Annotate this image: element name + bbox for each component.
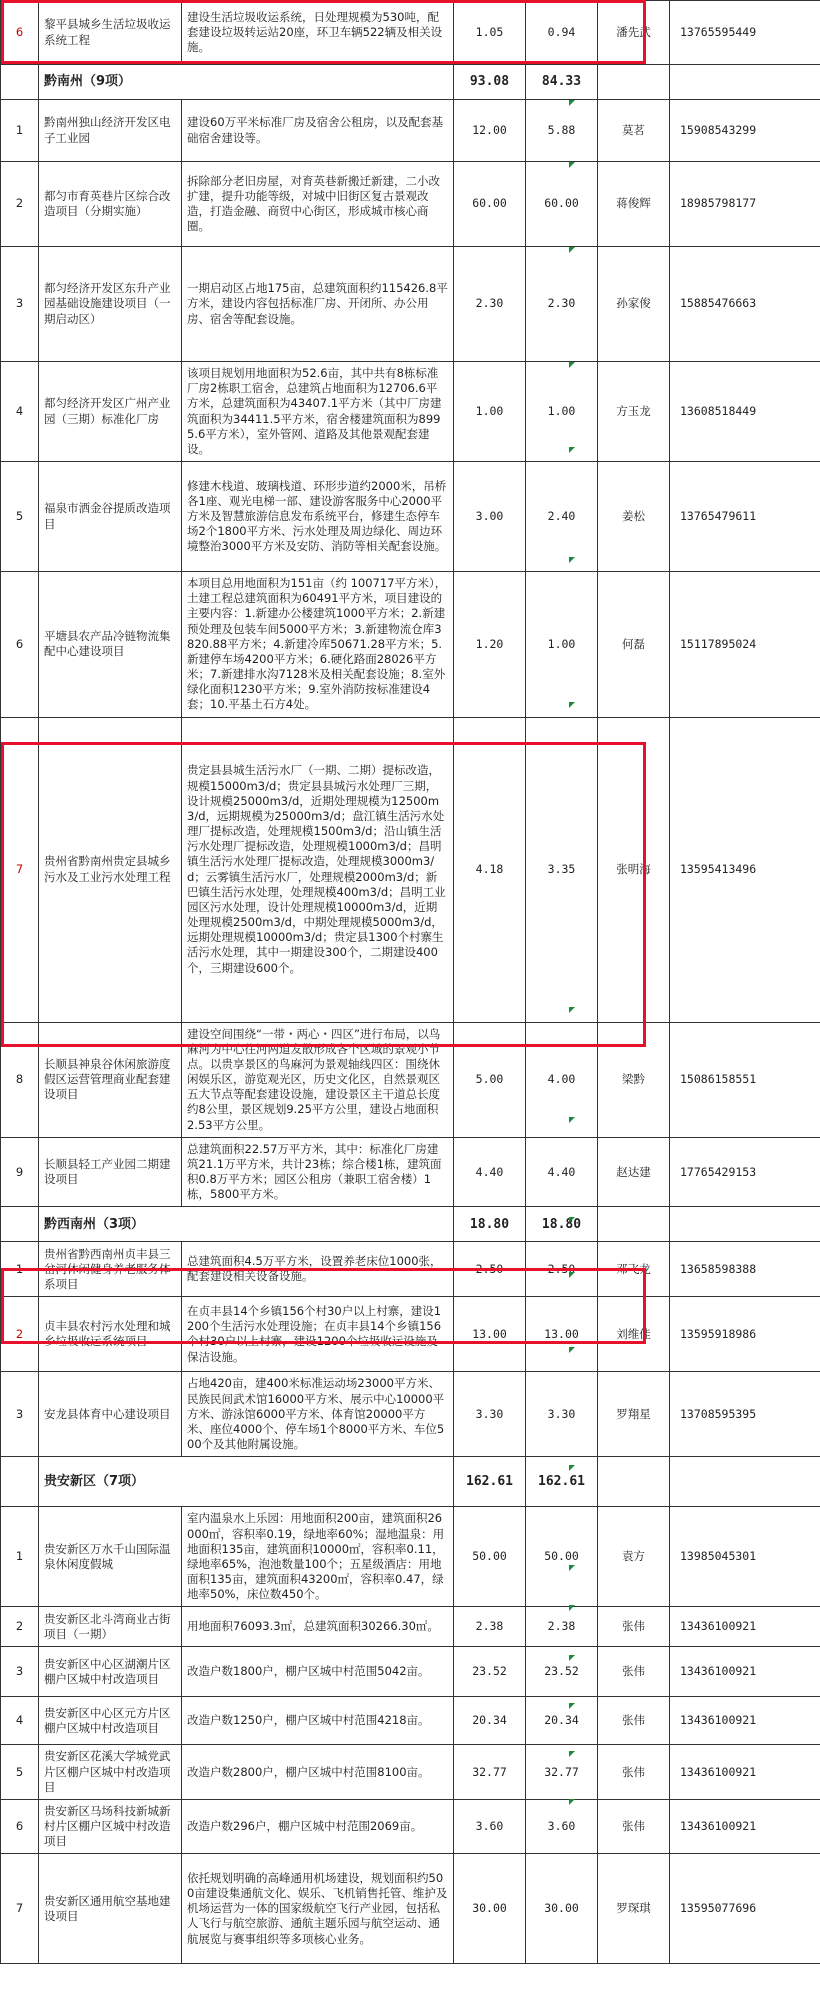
project-content-cell: 建设生活垃圾收运系统，日处理规模为530吨，配套建设垃圾转运站20座，环卫车辆522辆及相关设施。 bbox=[182, 1, 454, 65]
project-content-cell: 在贞丰县14个乡镇156个村30户以上村寨，建设1200个生活污水处理设施；在贞丰县14个乡镇156个村30户以上村寨，建设1200个垃圾收运设施及保洁设施。 bbox=[182, 1297, 454, 1372]
project-name-cell: 都匀市育英巷片区综合改造项目（分期实施） bbox=[39, 162, 182, 247]
annual-investment-cell: 20.34 bbox=[526, 1697, 598, 1745]
project-name-cell: 贞丰县农村污水处理和城乡垃圾收运系统项目 bbox=[39, 1297, 182, 1372]
total-investment-cell: 3.30 bbox=[454, 1372, 526, 1457]
contact-person-cell: 张伟 bbox=[598, 1745, 670, 1800]
phone-cell bbox=[670, 65, 820, 100]
annual-investment-cell: 30.00 bbox=[526, 1854, 598, 1964]
project-name-cell: 贵安新区通用航空基地建设项目 bbox=[39, 1854, 182, 1964]
total-investment-cell: 12.00 bbox=[454, 100, 526, 162]
index-cell: 2 bbox=[1, 1607, 39, 1647]
total-investment-cell: 2.38 bbox=[454, 1607, 526, 1647]
project-content-cell: 建设空间围绕“一带・两心・四区”进行布局，以鸟麻河为中心往河两道发散形成各个区域的景观小节点。以贵享景区的鸟麻河为景观轴线四区：围绕休闲娱乐区，游览观光区，历史文化区，自然景观区五大节点等配套建设设施，建设景区主干道总长度约8公里，景区规划9.25平方公里，建设占地面积2.53平方公里。 bbox=[182, 1022, 454, 1137]
project-content-cell: 贵定县县城生活污水厂（一期、二期）提标改造，规模15000m3/d；贵定县县城污水处理厂三期，设计规模25000m3/d，近期处理规模为12500m3/d，远期规模为25000m3/d；盘江镇生活污水处理厂提标改造，处理规模1500m3/d；沿山镇生活污水处理厂提标改造，处理规模1000m3/d；昌明镇生活污水处理厂提标改造，处理规模3000m3/d；云雾镇生活污水厂，处理规模2000m3/d；新巴镇生活污水处理，处理规模400m3/d；昌明工业园区污水处理，设计处理规模10000m3/d，近期处理规模2500m3/d，中期处理规模5000m3/d，远期处理规模10000m3/d；贵定县1300个村寨生活污水处理，其中一期建设300个，二期建设400个，三期建设600个。 bbox=[182, 717, 454, 1022]
phone-cell: 15117895024 bbox=[670, 572, 820, 718]
region-name-cell: 黔南州（9项） bbox=[39, 65, 454, 100]
contact-person-cell: 张伟 bbox=[598, 1647, 670, 1697]
index-cell: 9 bbox=[1, 1137, 39, 1207]
contact-person-cell: 张伟 bbox=[598, 1697, 670, 1745]
phone-cell: 18985798177 bbox=[670, 162, 820, 247]
phone-cell: 13765479611 bbox=[670, 462, 820, 572]
cell-comment-marker bbox=[569, 1605, 575, 1611]
cell-comment-marker bbox=[569, 1799, 575, 1805]
annual-investment-cell: 162.61 bbox=[526, 1457, 598, 1507]
project-name-cell: 贵州省黔西南州贞丰县三岔河休闲健身养老服务体系项目 bbox=[39, 1242, 182, 1297]
table-row bbox=[1, 362, 820, 462]
annual-investment-cell: 50.00 bbox=[526, 1507, 598, 1607]
contact-person-cell bbox=[598, 65, 670, 100]
table-row bbox=[1, 1507, 820, 1607]
cell-comment-marker bbox=[569, 557, 575, 563]
project-name-cell: 贵安新区北斗湾商业古街项目（一期） bbox=[39, 1607, 182, 1647]
total-investment-cell: 93.08 bbox=[454, 65, 526, 100]
table-row bbox=[1, 1745, 820, 1800]
project-name-cell: 长顺县神泉谷休闲旅游度假区运营管理商业配套建设项目 bbox=[39, 1022, 182, 1137]
total-investment-cell: 3.00 bbox=[454, 462, 526, 572]
contact-person-cell: 袁方 bbox=[598, 1507, 670, 1607]
phone-cell bbox=[670, 1207, 820, 1242]
total-investment-cell: 13.00 bbox=[454, 1297, 526, 1372]
contact-person-cell bbox=[598, 1457, 670, 1507]
project-content-cell: 总建筑面积4.5万平方米，设置养老床位1000张，配套建设相关设备设施。 bbox=[182, 1242, 454, 1297]
phone-cell: 17765429153 bbox=[670, 1137, 820, 1207]
project-name-cell: 贵安新区花溪大学城党武片区棚户区城中村改造项目 bbox=[39, 1745, 182, 1800]
table-row bbox=[1, 1022, 820, 1137]
table-row bbox=[1, 1607, 820, 1647]
region-header-row bbox=[1, 1457, 820, 1507]
contact-person-cell: 孙家俊 bbox=[598, 247, 670, 362]
cell-comment-marker bbox=[569, 1751, 575, 1757]
project-name-cell: 贵州省黔南州贵定县城乡污水及工业污水处理工程 bbox=[39, 717, 182, 1022]
total-investment-cell: 32.77 bbox=[454, 1745, 526, 1800]
cell-comment-marker bbox=[569, 702, 575, 708]
phone-cell: 13436100921 bbox=[670, 1607, 820, 1647]
cell-comment-marker bbox=[569, 1117, 575, 1123]
index-cell: 4 bbox=[1, 1697, 39, 1745]
total-investment-cell: 4.40 bbox=[454, 1137, 526, 1207]
contact-person-cell: 何磊 bbox=[598, 572, 670, 718]
table-row bbox=[1, 162, 820, 247]
annual-investment-cell: 2.30 bbox=[526, 247, 598, 362]
cell-comment-marker bbox=[569, 1272, 575, 1278]
cell-comment-marker bbox=[569, 1347, 575, 1353]
total-investment-cell: 30.00 bbox=[454, 1854, 526, 1964]
project-content-cell: 该项目规划用地面积为52.6亩，其中共有8栋标准厂房2栋职工宿舍，总建筑占地面积为12706.6平方米，总建筑面积为43407.1平方米（其中厂房建筑面积为34411.5平方米，宿舍楼建筑面积为8995.6平方米），室外管网、道路及其他景观配套建设。 bbox=[182, 362, 454, 462]
total-investment-cell: 50.00 bbox=[454, 1507, 526, 1607]
contact-person-cell: 罗琛琪 bbox=[598, 1854, 670, 1964]
table-row bbox=[1, 247, 820, 362]
phone-cell: 13595077696 bbox=[670, 1854, 820, 1964]
total-investment-cell: 1.05 bbox=[454, 1, 526, 65]
total-investment-cell: 60.00 bbox=[454, 162, 526, 247]
annual-investment-cell: 32.77 bbox=[526, 1745, 598, 1800]
region-header-row bbox=[1, 65, 820, 100]
table-row bbox=[1, 1242, 820, 1297]
index-cell: 5 bbox=[1, 1745, 39, 1800]
cell-comment-marker bbox=[569, 1007, 575, 1013]
project-content-cell: 本项目总用地面积为151亩（约 100717平方米），土建工程总建筑面积为60491平方米，项目建设的主要内容：1.新建办公楼建筑1000平方米；2.新建预处理及包装车间5000平方米；3.新建物流仓库3820.88平方米；4.新建冷库50671.28平方米；5.新建停车场4200平方米；6.硬化路面28026平方米；7.新建排水沟7128米及相关配套设施；8.室外绿化面积1230平方米；9.室外消防按标准建设4套；10.平基土石方4处。 bbox=[182, 572, 454, 718]
annual-investment-cell: 4.40 bbox=[526, 1137, 598, 1207]
index-cell: 7 bbox=[1, 717, 39, 1022]
cell-comment-marker bbox=[569, 447, 575, 453]
project-content-cell: 改造户数1800户，棚户区城中村范围5042亩。 bbox=[182, 1647, 454, 1697]
phone-cell: 13436100921 bbox=[670, 1745, 820, 1800]
project-name-cell: 都匀经济开发区广州产业园（三期）标准化厂房 bbox=[39, 362, 182, 462]
project-content-cell: 室内温泉水上乐园：用地面积200亩，建筑面积26000㎡，容积率0.19，绿地率60%；湿地温泉：用地面积135亩，建筑面积10000㎡，容积率0.11，绿地率65%，泡池数量100个；五星级酒店：用地面积135亩，建筑面积43200㎡，容积率0.47，绿地率50%，床位数450个。 bbox=[182, 1507, 454, 1607]
annual-investment-cell: 18.80 bbox=[526, 1207, 598, 1242]
table-row bbox=[1, 100, 820, 162]
cell-comment-marker bbox=[569, 362, 575, 368]
project-name-cell: 黔南州独山经济开发区电子工业园 bbox=[39, 100, 182, 162]
annual-investment-cell: 3.30 bbox=[526, 1372, 598, 1457]
annual-investment-cell: 5.88 bbox=[526, 100, 598, 162]
phone-cell: 15908543299 bbox=[670, 100, 820, 162]
project-name-cell: 安龙县体育中心建设项目 bbox=[39, 1372, 182, 1457]
project-name-cell: 贵安新区中心区湖潮片区棚户区城中村改造项目 bbox=[39, 1647, 182, 1697]
contact-person-cell: 蒋俊辉 bbox=[598, 162, 670, 247]
project-name-cell: 贵安新区万水千山国际温泉休闲度假城 bbox=[39, 1507, 182, 1607]
phone-cell: 13436100921 bbox=[670, 1647, 820, 1697]
cell-comment-marker bbox=[569, 1465, 575, 1471]
annual-investment-cell: 3.35 bbox=[526, 717, 598, 1022]
annual-investment-cell: 23.52 bbox=[526, 1647, 598, 1697]
contact-person-cell: 潘先武 bbox=[598, 1, 670, 65]
annual-investment-cell: 4.00 bbox=[526, 1022, 598, 1137]
annual-investment-cell: 2.40 bbox=[526, 462, 598, 572]
phone-cell: 13436100921 bbox=[670, 1799, 820, 1854]
cell-comment-marker bbox=[569, 1565, 575, 1571]
index-cell: 1 bbox=[1, 100, 39, 162]
total-investment-cell: 23.52 bbox=[454, 1647, 526, 1697]
table-row bbox=[1, 1137, 820, 1207]
project-content-cell: 占地420亩，建400米标准运动场23000平方米、民族民间武术馆16000平方米、展示中心10000平方米、游泳馆6000平方米、体育馆20000平方米、座位4000个、停车场1个8000平方米、车位500个及其他附属设施。 bbox=[182, 1372, 454, 1457]
phone-cell: 13595918986 bbox=[670, 1297, 820, 1372]
total-investment-cell: 4.18 bbox=[454, 717, 526, 1022]
total-investment-cell: 18.80 bbox=[454, 1207, 526, 1242]
index-cell: 5 bbox=[1, 462, 39, 572]
annual-investment-cell: 2.50 bbox=[526, 1242, 598, 1297]
phone-cell: 13608518449 bbox=[670, 362, 820, 462]
index-cell: 2 bbox=[1, 1297, 39, 1372]
project-content-cell: 改造户数2800户，棚户区城中村范围8100亩。 bbox=[182, 1745, 454, 1800]
table-row bbox=[1, 1297, 820, 1372]
annual-investment-cell: 13.00 bbox=[526, 1297, 598, 1372]
cell-comment-marker bbox=[569, 162, 575, 168]
total-investment-cell: 20.34 bbox=[454, 1697, 526, 1745]
index-cell: 3 bbox=[1, 247, 39, 362]
contact-person-cell: 张伟 bbox=[598, 1607, 670, 1647]
phone-cell: 13708595395 bbox=[670, 1372, 820, 1457]
annual-investment-cell: 2.38 bbox=[526, 1607, 598, 1647]
project-name-cell: 贵安新区马场科技新城新村片区棚户区城中村改造项目 bbox=[39, 1799, 182, 1854]
region-header-row bbox=[1, 1207, 820, 1242]
annual-investment-cell: 1.00 bbox=[526, 572, 598, 718]
project-content-cell: 依托规划明确的高峰通用机场建设，规划面积约500亩建设集通航文化、娱乐、飞机销售托管、维护及机场运营为一体的国家级航空飞行产业园，包括私人飞行与航空旅游、通航主题乐园与航空运动、通航展览与赛事组织等多项核心业务。 bbox=[182, 1854, 454, 1964]
table-row bbox=[1, 1799, 820, 1854]
project-name-cell: 长顺县轻工产业园二期建设项目 bbox=[39, 1137, 182, 1207]
total-investment-cell: 5.00 bbox=[454, 1022, 526, 1137]
project-content-cell: 改造户数296户，棚户区城中村范围2069亩。 bbox=[182, 1799, 454, 1854]
annual-investment-cell: 3.60 bbox=[526, 1799, 598, 1854]
index-cell: 8 bbox=[1, 1022, 39, 1137]
index-cell: 4 bbox=[1, 362, 39, 462]
total-investment-cell: 1.00 bbox=[454, 362, 526, 462]
cell-comment-marker bbox=[569, 1655, 575, 1661]
contact-person-cell: 方玉龙 bbox=[598, 362, 670, 462]
region-name-cell: 黔西南州（3项） bbox=[39, 1207, 454, 1242]
table-row bbox=[1, 1372, 820, 1457]
index-cell: 1 bbox=[1, 1507, 39, 1607]
phone-cell: 13658598388 bbox=[670, 1242, 820, 1297]
index-cell: 7 bbox=[1, 1854, 39, 1964]
index-cell bbox=[1, 1457, 39, 1507]
project-content-cell: 拆除部分老旧房屋，对育英巷新搬迁新建，二小改扩建，提升功能等级，对城中旧街区复古景观改造，打造金融、商贸中心街区，形成城市核心商圈。 bbox=[182, 162, 454, 247]
index-cell: 6 bbox=[1, 572, 39, 718]
project-content-cell: 总建筑面积22.57万平方米，其中：标准化厂房建筑21.1万平方米，共计23栋；综合楼1栋，建筑面积0.8万平方米；园区公租房（兼职工宿舍楼）1栋，5800平方米。 bbox=[182, 1137, 454, 1207]
total-investment-cell: 2.50 bbox=[454, 1242, 526, 1297]
project-name-cell: 平塘县农产品冷链物流集配中心建设项目 bbox=[39, 572, 182, 718]
total-investment-cell: 1.20 bbox=[454, 572, 526, 718]
cell-comment-marker bbox=[569, 247, 575, 253]
total-investment-cell: 2.30 bbox=[454, 247, 526, 362]
total-investment-cell: 162.61 bbox=[454, 1457, 526, 1507]
cell-comment-marker bbox=[569, 100, 575, 106]
table-row bbox=[1, 1647, 820, 1697]
project-content-cell: 用地面积76093.3㎡，总建筑面积30266.30㎡。 bbox=[182, 1607, 454, 1647]
table-row bbox=[1, 462, 820, 572]
phone-cell: 15086158551 bbox=[670, 1022, 820, 1137]
table-row bbox=[1, 1697, 820, 1745]
annual-investment-cell: 84.33 bbox=[526, 65, 598, 100]
project-name-cell: 黎平县城乡生活垃圾收运系统工程 bbox=[39, 1, 182, 65]
contact-person-cell: 刘维佳 bbox=[598, 1297, 670, 1372]
index-cell: 3 bbox=[1, 1647, 39, 1697]
project-content-cell: 改造户数1250户，棚户区城中村范围4218亩。 bbox=[182, 1697, 454, 1745]
project-name-cell: 福泉市洒金谷提质改造项目 bbox=[39, 462, 182, 572]
table-row bbox=[1, 1854, 820, 1964]
contact-person-cell: 赵达建 bbox=[598, 1137, 670, 1207]
total-investment-cell: 3.60 bbox=[454, 1799, 526, 1854]
project-content-cell: 建设60万平米标准厂房及宿舍公租房，以及配套基础宿舍建设等。 bbox=[182, 100, 454, 162]
phone-cell: 13985045301 bbox=[670, 1507, 820, 1607]
index-cell: 3 bbox=[1, 1372, 39, 1457]
annual-investment-cell: 1.00 bbox=[526, 362, 598, 462]
contact-person-cell: 莫茗 bbox=[598, 100, 670, 162]
project-name-cell: 都匀经济开发区东升产业园基础设施建设项目（一期启动区） bbox=[39, 247, 182, 362]
index-cell: 2 bbox=[1, 162, 39, 247]
annual-investment-cell: 0.94 bbox=[526, 1, 598, 65]
table-row bbox=[1, 572, 820, 718]
phone-cell: 13595413496 bbox=[670, 717, 820, 1022]
contact-person-cell: 姜松 bbox=[598, 462, 670, 572]
index-cell: 6 bbox=[1, 1, 39, 65]
cell-comment-marker bbox=[569, 1703, 575, 1709]
contact-person-cell: 邓飞龙 bbox=[598, 1242, 670, 1297]
contact-person-cell: 罗翔星 bbox=[598, 1372, 670, 1457]
region-name-cell: 贵安新区（7项） bbox=[39, 1457, 454, 1507]
index-cell bbox=[1, 65, 39, 100]
table-row bbox=[1, 717, 820, 1022]
phone-cell: 15885476663 bbox=[670, 247, 820, 362]
contact-person-cell bbox=[598, 1207, 670, 1242]
table-row bbox=[1, 1, 820, 65]
contact-person-cell: 张明海 bbox=[598, 717, 670, 1022]
phone-cell: 13765595449 bbox=[670, 1, 820, 65]
contact-person-cell: 梁黔 bbox=[598, 1022, 670, 1137]
index-cell bbox=[1, 1207, 39, 1242]
contact-person-cell: 张伟 bbox=[598, 1799, 670, 1854]
phone-cell: 13436100921 bbox=[670, 1697, 820, 1745]
annual-investment-cell: 60.00 bbox=[526, 162, 598, 247]
phone-cell bbox=[670, 1457, 820, 1507]
project-name-cell: 贵安新区中心区元方片区棚户区城中村改造项目 bbox=[39, 1697, 182, 1745]
project-content-cell: 修建木栈道、玻璃栈道、环形步道约2000米，吊桥各1座、观光电梯一部、建设游客服务中心2000平方米及智慧旅游信息发布系统平台，修建生态停车场2个1800平方米、污水处理及周边绿化、周边环境整治3000平方米及安防、消防等相关配套设施。 bbox=[182, 462, 454, 572]
cell-comment-marker bbox=[569, 1217, 575, 1223]
project-content-cell: 一期启动区占地175亩，总建筑面积约115426.8平方米，建设内容包括标准厂房、开闭所、办公用房、宿舍等配套设施。 bbox=[182, 247, 454, 362]
index-cell: 1 bbox=[1, 1242, 39, 1297]
index-cell: 6 bbox=[1, 1799, 39, 1854]
